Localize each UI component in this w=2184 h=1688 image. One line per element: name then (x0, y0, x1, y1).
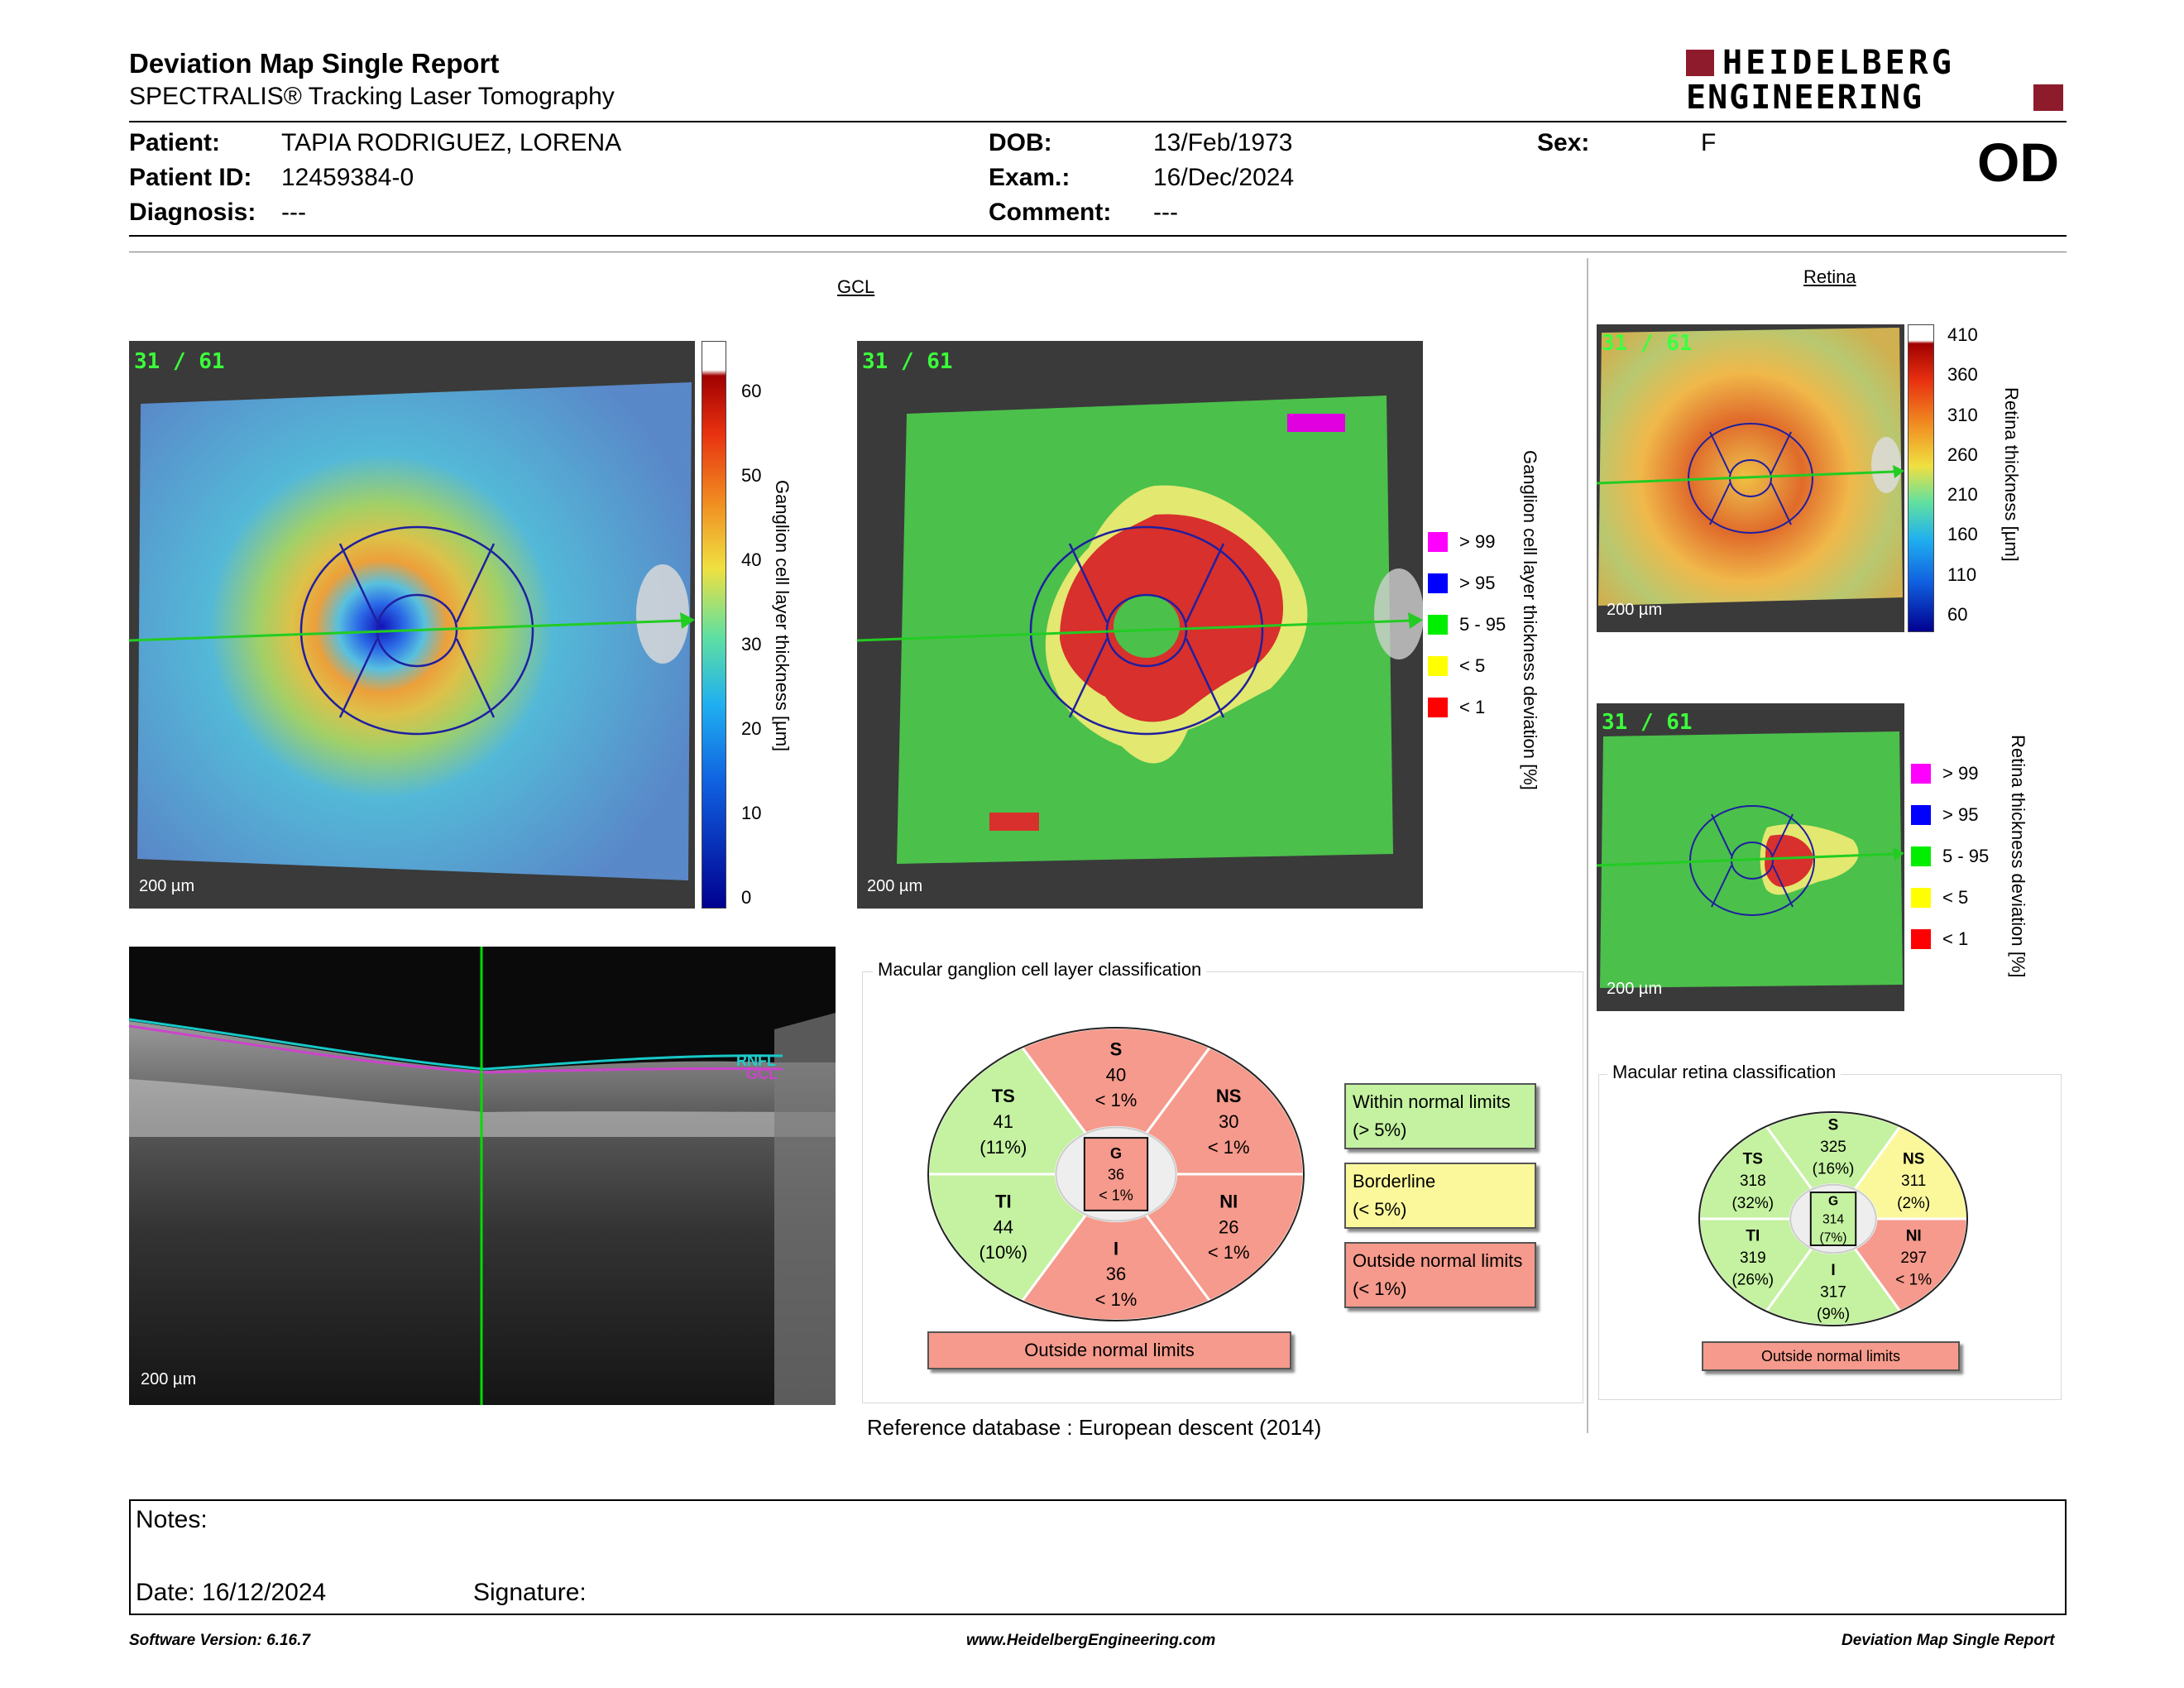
sector-g-text: 36 (1107, 1166, 1125, 1183)
exam-label: Exam.: (989, 164, 1070, 191)
sector-ts-text: 41 (993, 1110, 1014, 1132)
legend-item (1911, 846, 1989, 867)
sector-ni-text: NI (1905, 1227, 1922, 1245)
legend-label: < 5 (1942, 887, 1969, 908)
sector-ts-text: TS (991, 1086, 1015, 1107)
colorbar-tick: 110 (1947, 563, 1977, 585)
sector-ns-text: (2%) (1897, 1194, 1931, 1212)
sector-s-text: < 1% (1094, 1090, 1138, 1111)
retina-section-title: Retina (1803, 266, 1856, 287)
legend-label: < 1 (1942, 928, 1969, 949)
software-version: Software Version: 6.16.7 (129, 1632, 310, 1649)
legend-item (1911, 928, 1968, 950)
sector-s-text: (16%) (1812, 1160, 1855, 1178)
gcl-thickness-scale: 200 µm (139, 877, 195, 895)
sector-ti-text: TI (995, 1191, 1012, 1212)
key-within-normal (1344, 1083, 1536, 1149)
sex-value: F (1701, 129, 1717, 156)
legend-item (1428, 573, 1495, 594)
sector-i-text: (9%) (1816, 1305, 1851, 1323)
sector-ts-text: (11%) (979, 1136, 1027, 1158)
legend-item (1428, 614, 1506, 635)
legend-swatch (1428, 615, 1448, 635)
date-label: Date: 16/12/2024 (136, 1579, 327, 1606)
gcl-section-title: GCL (837, 276, 875, 297)
legend-label: < 1 (1459, 697, 1486, 717)
gcl-thickness-map (129, 341, 695, 909)
sector-ts-text: TS (1742, 1150, 1763, 1168)
retina-result-badge: Outside normal limits (1702, 1341, 1960, 1371)
sector-s-text: S (1109, 1038, 1123, 1060)
gcl-classification-box (862, 959, 1583, 1403)
legend-label: > 99 (1942, 763, 1979, 784)
comment-value: --- (1153, 199, 1178, 226)
notes-box[interactable] (129, 1499, 2067, 1615)
brand-square-bottom (2033, 84, 2063, 111)
gcl-deviation-svg (857, 341, 1423, 909)
website-link[interactable]: www.HeidelbergEngineering.com (966, 1632, 1216, 1649)
sector-ns-text: NS (1215, 1086, 1242, 1107)
retina-thickness-scale: 200 µm (1607, 601, 1663, 619)
footer-report-name: Deviation Map Single Report (1842, 1632, 2055, 1649)
gcl-classification-chart (926, 1025, 1306, 1323)
sector-i-text: 36 (1105, 1264, 1127, 1285)
key-border-line2: (< 5%) (1353, 1199, 1407, 1220)
sector-g-text: < 1% (1099, 1187, 1133, 1204)
key-outside-normal (1344, 1242, 1536, 1308)
sector-s-text: 40 (1105, 1064, 1127, 1086)
sector-ni-text: NI (1219, 1191, 1238, 1212)
gcl-thickness-svg (129, 341, 695, 909)
diagnosis-label: Diagnosis: (129, 199, 256, 226)
legend-label: > 95 (1942, 804, 1979, 825)
sector-ni-text: < 1% (1895, 1271, 1933, 1289)
sector-i-text: I (1113, 1238, 1119, 1259)
key-within-line1: Within normal limits (1353, 1091, 1511, 1112)
sector-g-text: 314 (1822, 1212, 1844, 1227)
sector-ti-text: (10%) (979, 1242, 1028, 1264)
colorbar-tick: 260 (1947, 444, 1978, 465)
retina-thickness-scan-index: 31 / 61 (1602, 331, 1693, 356)
legend-label: < 5 (1459, 655, 1486, 676)
gcl-classification-title: Macular ganglion cell layer classification (873, 959, 1206, 981)
legend-label: > 99 (1459, 531, 1496, 552)
colorbar-tick: 10 (741, 803, 762, 823)
legend-label: 5 - 95 (1942, 846, 1990, 866)
sector-g-text: G (1827, 1194, 1839, 1209)
colorbar-tick: 30 (741, 634, 762, 655)
section-divider (1587, 258, 1588, 1433)
gcl-deviation-axis-label: Ganglion cell layer thickness deviation [%] (1520, 450, 1540, 790)
sector-ts-text: (32%) (1731, 1194, 1774, 1212)
sector-s-text: 325 (1820, 1138, 1846, 1156)
retina-deviation-axis-label: Retina thickness deviation [%] (2008, 735, 2028, 978)
sector-ni-text: 297 (1900, 1249, 1928, 1268)
colorbar-tick: 410 (1947, 324, 1978, 345)
colorbar-tick: 160 (1947, 524, 1978, 545)
brand-logo (1686, 46, 2067, 116)
retina-deviation-scan-index: 31 / 61 (1602, 710, 1693, 735)
colorbar-tick: 310 (1947, 404, 1978, 425)
retina-deviation-map (1597, 703, 1904, 1011)
reference-database: Reference database : European descent (2014) (867, 1415, 1322, 1440)
gcl-deviation-scale: 200 µm (867, 877, 923, 895)
sector-i-text: < 1% (1094, 1288, 1138, 1310)
legend-item (1911, 804, 1978, 826)
legend-item (1911, 887, 1968, 909)
legend-swatch (1428, 532, 1448, 552)
sector-ti-text: 44 (993, 1216, 1014, 1238)
retina-thickness-svg (1597, 324, 1904, 632)
sector-ti-text: 319 (1739, 1249, 1766, 1268)
report-subtitle: SPECTRALIS® Tracking Laser Tomography (129, 83, 615, 110)
legend-item (1428, 655, 1485, 677)
sector-s-text: S (1827, 1116, 1839, 1134)
patient-name: TAPIA RODRIGUEZ, LORENA (281, 129, 622, 156)
eye-indicator: OD (1977, 132, 2059, 193)
retina-thickness-map (1597, 324, 1904, 632)
patient-id: 12459384-0 (281, 164, 414, 191)
dob-label: DOB: (989, 129, 1052, 156)
colorbar-tick: 0 (741, 887, 752, 908)
brand-square-top (1686, 50, 1714, 76)
key-outside-line2: (< 1%) (1353, 1278, 1407, 1299)
gcl-deviation-map (857, 341, 1423, 909)
patient-label: Patient: (129, 129, 221, 156)
patient-rule-1 (129, 235, 2067, 237)
colorbar-tick: 40 (741, 549, 762, 570)
colorbar-tick: 360 (1947, 364, 1978, 386)
comment-label: Comment: (989, 199, 1112, 226)
colorbar-tick: 50 (741, 465, 762, 486)
legend-swatch (1428, 656, 1448, 676)
legend-label: > 95 (1459, 573, 1496, 593)
legend-item (1428, 697, 1485, 718)
brand-text-2: ENGINEERING (1686, 79, 1923, 117)
sector-ni-text: < 1% (1207, 1242, 1250, 1264)
sector-i-text: 317 (1820, 1283, 1846, 1302)
sector-ni-text: 26 (1218, 1216, 1239, 1238)
sector-ns-text: NS (1902, 1150, 1925, 1168)
dob-value: 13/Feb/1973 (1153, 129, 1293, 156)
colorbar-tick: 60 (1947, 604, 1968, 625)
gcl-thickness-colorbar (702, 341, 726, 909)
bscan-scale: 200 µm (141, 1370, 197, 1388)
retina-classification-chart (1697, 1110, 1970, 1328)
legend-item (1911, 763, 1978, 784)
oct-bscan-svg (129, 947, 836, 1405)
gcl-thickness-scan-index: 31 / 61 (134, 349, 225, 374)
colorbar-tick: 20 (741, 718, 762, 739)
key-border-line1: Borderline (1353, 1171, 1436, 1192)
key-within-line2: (> 5%) (1353, 1120, 1407, 1140)
sector-i-text: I (1831, 1261, 1836, 1279)
oct-bscan (129, 947, 836, 1405)
gcl-thickness-axis-label: Ganglion cell layer thickness [µm] (772, 480, 793, 752)
retina-classification-box (1598, 1062, 2062, 1400)
report-title: Deviation Map Single Report (129, 48, 500, 79)
legend-swatch (1911, 764, 1931, 784)
retina-classification-title: Macular retina classification (1607, 1062, 1841, 1083)
colorbar-tick: 210 (1947, 484, 1978, 506)
retina-thickness-axis-label: Retina thickness [µm] (2001, 387, 2022, 562)
retina-thickness-colorbar (1908, 324, 1934, 632)
legend-swatch (1911, 846, 1931, 866)
sector-ti-text: TI (1746, 1227, 1760, 1245)
sex-label: Sex: (1537, 129, 1590, 156)
legend-swatch (1911, 888, 1931, 908)
legend-swatch (1911, 805, 1931, 825)
gcl-result-badge: Outside normal limits (927, 1331, 1291, 1369)
legend-swatch (1428, 573, 1448, 593)
key-borderline (1344, 1163, 1536, 1229)
retina-deviation-scale: 200 µm (1607, 980, 1663, 998)
legend-label: 5 - 95 (1459, 614, 1506, 635)
legend-swatch (1428, 698, 1448, 717)
header-rule (129, 121, 2067, 122)
rnfl-layer-label: RNFL (736, 1053, 776, 1069)
exam-value: 16/Dec/2024 (1153, 164, 1295, 191)
sector-g-text: G (1109, 1145, 1123, 1163)
sector-g-text: (7%) (1819, 1230, 1847, 1245)
legend-item (1428, 531, 1495, 553)
patient-id-label: Patient ID: (129, 164, 252, 191)
gcl-deviation-scan-index: 31 / 61 (862, 349, 953, 374)
sector-ti-text: (26%) (1731, 1271, 1774, 1289)
notes-label: Notes: (136, 1506, 208, 1533)
sector-ns-text: 311 (1901, 1172, 1927, 1191)
sector-ns-text: 30 (1218, 1110, 1239, 1132)
sector-ts-text: 318 (1739, 1172, 1766, 1191)
legend-swatch (1911, 929, 1931, 949)
brand-text-1: HEIDELBERG (1722, 44, 1955, 82)
retina-deviation-svg (1597, 703, 1904, 1011)
sector-ns-text: < 1% (1207, 1136, 1250, 1158)
diagnosis-value: --- (281, 199, 306, 226)
key-outside-line1: Outside normal limits (1353, 1250, 1523, 1271)
gcl-layer-label: GCL (746, 1066, 778, 1082)
colorbar-tick: 60 (741, 381, 762, 401)
signature-label: Signature: (473, 1579, 587, 1606)
